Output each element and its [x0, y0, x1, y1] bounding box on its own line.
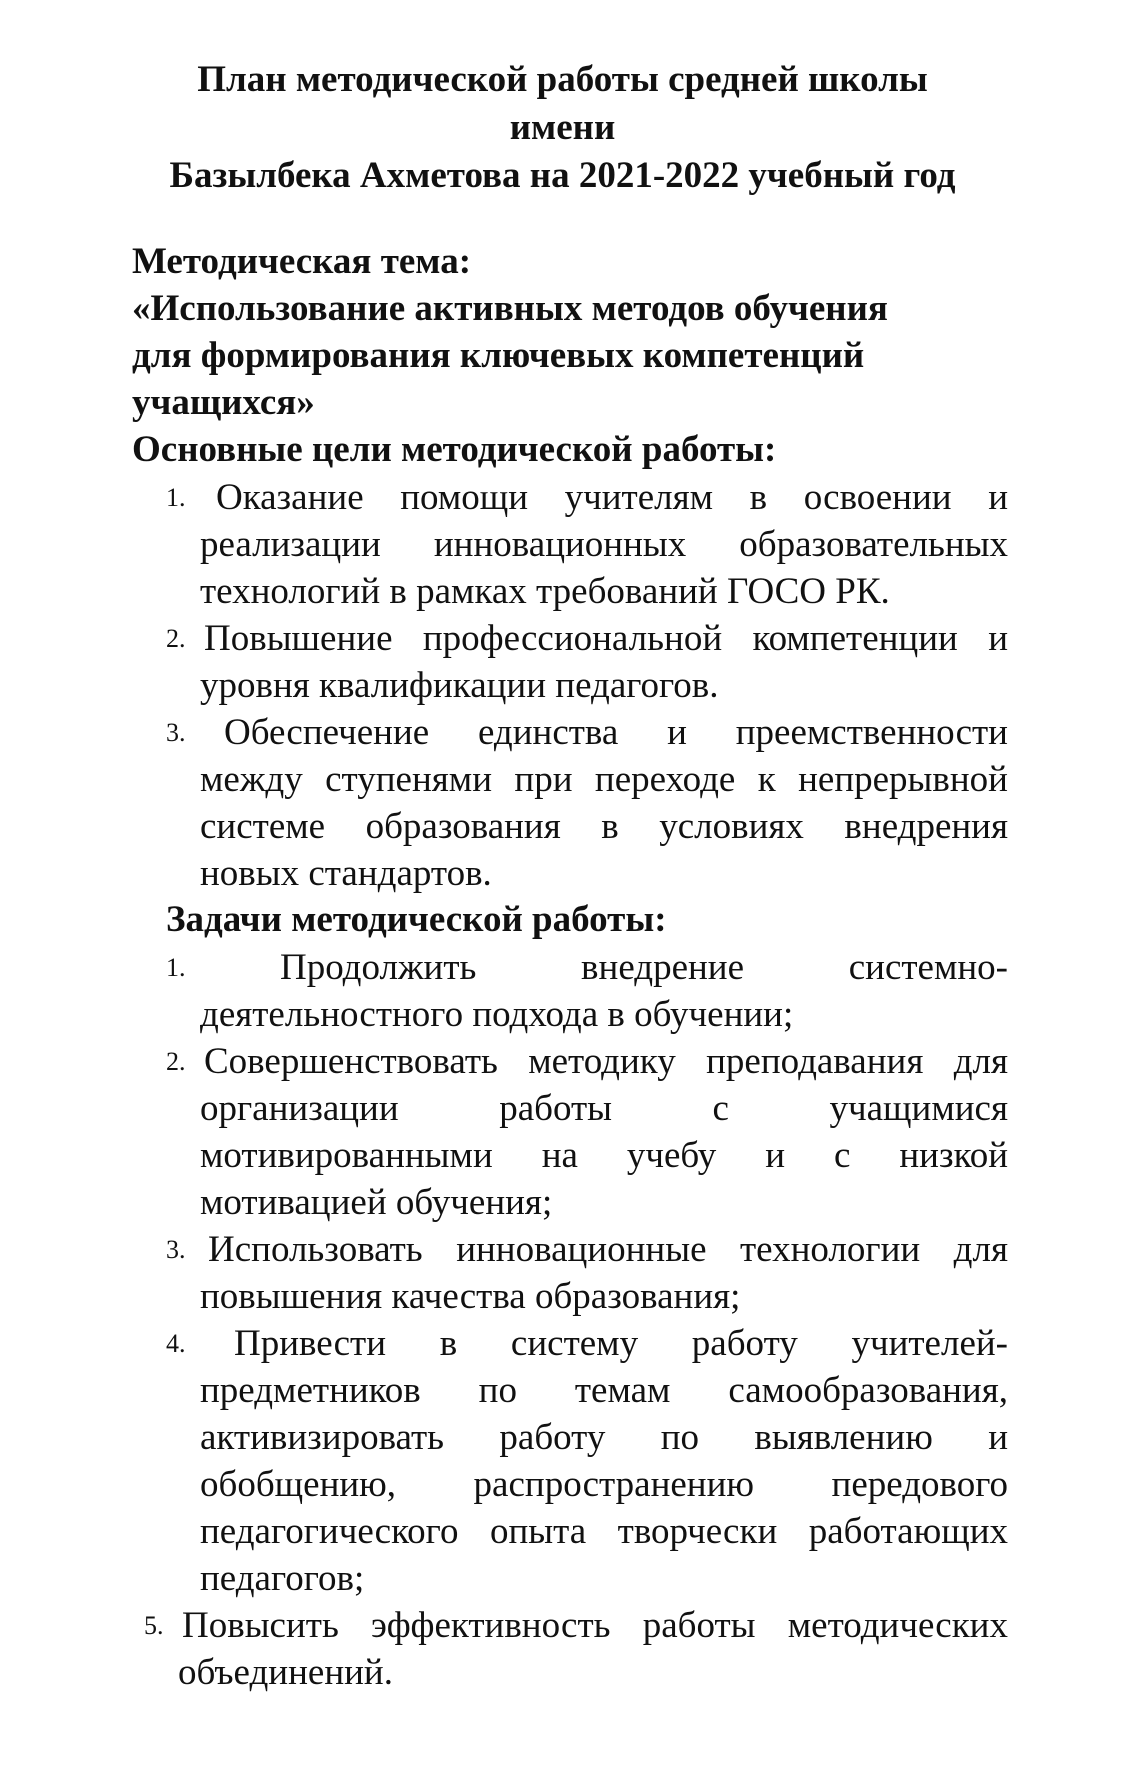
text-line: предметников по темам самообразования, — [200, 1370, 1008, 1411]
text-line: Привести в систему работу учителей- — [234, 1323, 1008, 1364]
title-line-3: Базылбека Ахметова на 2021-2022 учебный год — [169, 155, 956, 196]
title-line-1: План методической работы средней школы — [197, 59, 928, 100]
text-line: мотивированными на учебу и с низкой — [200, 1135, 1008, 1176]
text-line: технологий в рамках требований ГОСО РК. — [200, 571, 890, 612]
text-line: Обеспечение единства и преемственности — [224, 712, 1008, 753]
text-line: активизировать работу по выявлению и — [200, 1417, 1008, 1458]
text-line: Повысить эффективность работы методических — [182, 1605, 1008, 1646]
goal-number: 2. — [166, 624, 186, 653]
text-line: объединений. — [178, 1652, 393, 1693]
methodical-topic — [132, 238, 1032, 426]
task-item — [166, 1038, 1008, 1226]
goal-text — [200, 709, 1008, 897]
task-text — [200, 1038, 1008, 1226]
goal-item — [166, 474, 1008, 615]
goal-text — [200, 474, 1008, 615]
goal-item — [166, 615, 1008, 709]
text-line: деятельностного подхода в обучении; — [200, 994, 794, 1035]
topic-line-3: учащихся» — [132, 382, 315, 423]
goal-number: 1. — [166, 483, 186, 512]
text-line: уровня квалификации педагогов. — [200, 665, 719, 706]
text-line: мотивацией обучения; — [200, 1182, 553, 1223]
task-item — [166, 944, 1008, 1038]
task-text — [200, 944, 1008, 1038]
topic-line-2: для формирования ключевых компетенций — [132, 335, 865, 376]
text-line: педагогов; — [200, 1558, 365, 1599]
goal-item — [166, 709, 1008, 897]
task-number: 5. — [144, 1611, 164, 1640]
text-line: реализации инновационных образовательных — [200, 524, 1008, 565]
text-line: Использовать инновационные технологии для — [208, 1229, 1008, 1270]
text-line: педагогического опыта творчески работающих — [200, 1511, 1008, 1552]
task-number: 4. — [166, 1329, 186, 1358]
text-line: обобщению, распространению передового — [200, 1464, 1008, 1505]
text-line: Продолжить внедрение системно- — [280, 947, 1008, 988]
topic-line-1: «Использование активных методов обучения — [132, 288, 888, 329]
text-line: новых стандартов. — [200, 853, 492, 894]
task-text — [200, 1226, 1008, 1320]
goals-heading: Основные цели методической работы: — [132, 429, 777, 470]
task-item — [166, 1226, 1008, 1320]
text-line: между ступенями при переходе к непрерывной — [200, 759, 1008, 800]
text-line: организации работы с учащимися — [200, 1088, 1008, 1129]
tasks-heading: Задачи методической работы: — [166, 899, 667, 940]
task-text — [178, 1602, 1008, 1696]
task-number: 2. — [166, 1047, 186, 1076]
text-line: системе образования в условиях внедрения — [200, 806, 1008, 847]
text-line: Совершенствовать методику преподавания для — [204, 1041, 1008, 1082]
text-line: Повышение профессиональной компетенции и — [204, 618, 1008, 659]
task-number: 1. — [166, 953, 186, 982]
goal-number: 3. — [166, 718, 186, 747]
text-line: Оказание помощи учителям в освоении и — [216, 477, 1008, 518]
topic-label: Методическая тема: — [132, 241, 472, 282]
title-line-2: имени — [509, 107, 616, 148]
task-item — [166, 1320, 1008, 1602]
goal-text — [200, 615, 1008, 709]
task-number: 3. — [166, 1235, 186, 1264]
document-title — [0, 56, 1125, 200]
task-text — [200, 1320, 1008, 1602]
task-item — [144, 1602, 1008, 1696]
text-line: повышения качества образования; — [200, 1276, 741, 1317]
